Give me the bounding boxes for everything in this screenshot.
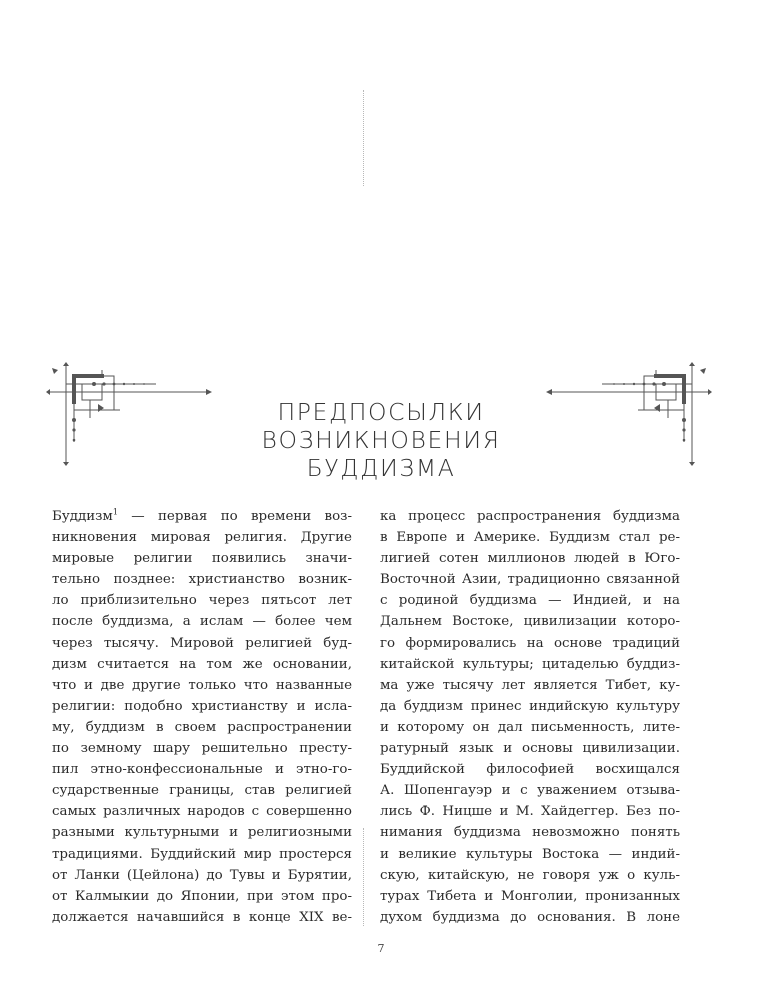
- text-line: Буддийской философией восхищался: [380, 762, 680, 778]
- text-line: через тысячу. Мировой религией буд-: [52, 635, 352, 651]
- text-line: нимания буддизма невозможно понять: [380, 825, 680, 841]
- text-line: никновения мировая религия. Другие: [52, 530, 352, 546]
- text-line: го формировались на основе традиций: [380, 635, 680, 651]
- text-line: самых различных народов с совершенно: [52, 804, 352, 820]
- text-line: лись Ф. Ницше и М. Хайдеггер. Без по-: [380, 804, 680, 820]
- text-line: и которому он дал письменность, лите-: [380, 719, 680, 735]
- footnote-marker[interactable]: 1: [112, 507, 118, 517]
- chapter-title-line-2: ВОЗНИКНОВЕНИЯ: [261, 426, 501, 454]
- text-line: в Европе и Америке. Буддизм стал ре-: [380, 530, 680, 546]
- text-line: религии: подобно христианству и исла-: [52, 698, 352, 714]
- text-line: духом буддизма до основания. В лоне: [380, 909, 680, 925]
- text-line: А. Шопенгауэр и с уважением отзыва-: [380, 783, 680, 799]
- text-line: ратурный язык и основы цивилизации.: [380, 741, 680, 757]
- text-line: тельно позднее: христианство возник-: [52, 572, 352, 588]
- text-line: турах Тибета и Монголии, пронизанных: [380, 888, 680, 904]
- text-line: ка процесс распространения буддизма: [380, 509, 680, 524]
- text-line: Дальнем Востоке, цивилизации которо-: [380, 614, 680, 630]
- text-line: скую, китайскую, не говоря уж о куль-: [380, 867, 680, 883]
- text-line: от Ланки (Цейлона) до Тувы и Бурятии,: [52, 867, 352, 883]
- right-text-column: [380, 506, 680, 928]
- text-line: от Калмыкии до Японии, при этом про-: [52, 888, 352, 904]
- text-line: с родиной буддизма — Индией, и на: [380, 593, 680, 609]
- text-line: традициями. Буддийский мир простерся: [52, 846, 352, 862]
- chapter-title-line-1: ПРЕДПОСЫЛКИ: [277, 398, 485, 426]
- first-line-rest: — первая по времени воз-: [117, 509, 352, 524]
- page-number: 7: [377, 942, 385, 955]
- chapter-title-line-3: БУДДИЗМА: [306, 454, 456, 482]
- text-line: дизм считается на том же основании,: [52, 656, 352, 672]
- left-text-column: [52, 506, 352, 928]
- text-line: да буддизм принес индийскую культуру: [380, 698, 680, 714]
- top-dotted-divider: [363, 90, 364, 186]
- text-line: мировые религии появились значи-: [52, 551, 352, 567]
- first-word: Буддизм: [52, 509, 113, 524]
- text-line: ло приблизительно через пятьсот лет: [52, 593, 352, 609]
- text-line: му, буддизм в своем распространении: [52, 719, 352, 735]
- text-line: лигией сотен миллионов людей в Юго-: [380, 551, 680, 567]
- text-line: [52, 506, 352, 527]
- text-line: должается начавшийся в конце XIX ве-: [52, 909, 352, 925]
- text-line: что и две другие только что названные: [52, 677, 352, 693]
- text-line: разными культурными и религиозными: [52, 825, 352, 841]
- chapter-title: [0, 398, 762, 482]
- text-line: после буддизма, а ислам — более чем: [52, 614, 352, 630]
- text-line: и великие культуры Востока — индий-: [380, 846, 680, 862]
- text-line: пил этно-конфессиональные и этно-го-: [52, 762, 352, 778]
- text-line: Восточной Азии, традиционно связанной: [380, 572, 680, 588]
- text-line: сударственные границы, став религией: [52, 783, 352, 799]
- text-line: китайской культуры; цитаделью буддиз-: [380, 656, 680, 672]
- bottom-dotted-divider: [363, 828, 364, 926]
- text-line: по земному шару решительно престу-: [52, 741, 352, 757]
- text-line: ма уже тысячу лет является Тибет, ку-: [380, 677, 680, 693]
